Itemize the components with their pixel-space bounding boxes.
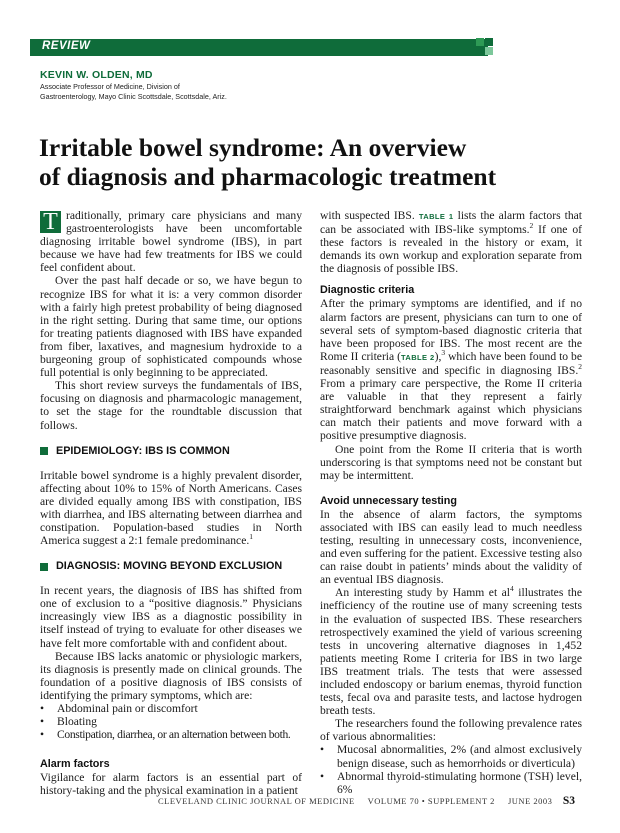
footer-date: JUNE 2003 <box>507 796 553 806</box>
subheading-diagnostic-criteria: Diagnostic criteria <box>320 284 415 297</box>
author-affiliation <box>40 82 280 101</box>
citation: 2 <box>529 221 534 231</box>
section-square-icon <box>40 447 48 455</box>
drop-cap: T <box>40 211 61 233</box>
table-1-link[interactable]: TABLE 1 <box>418 212 454 221</box>
article-title <box>39 134 579 191</box>
affiliation-line-2: Gastroenterology, Mayo Clinic Scottsdale, Scottsdale, Ariz. <box>40 91 227 101</box>
list-item: • Bloating <box>40 715 302 728</box>
journal-mark-icon <box>476 38 494 56</box>
left-column <box>40 209 302 797</box>
title-line-2: of diagnosis and pharmacologic treatment <box>39 161 497 191</box>
epidemiology-paragraph: Irritable bowel syndrome is a highly prevalent disorder, affecting about 10% to 15% of North Americans. Cases are divided equally among IBS with constipation, IBS with diarrhea, and IBS alternating between diarrhea and constipation. Population-based studies in North America suggest a 2:1 female predominance.$^1$ <box>40 468 302 548</box>
section-heading-epidemiology: EPIDEMIOLOGY: IBS IS COMMON <box>40 445 302 458</box>
list-item: • Abdominal pain or discomfort <box>40 702 302 715</box>
section-square-icon <box>40 563 48 571</box>
prevalence-paragraph: The researchers found the following prevalence rates of various abnormalities: <box>320 717 582 744</box>
subheading-alarm-factors: Alarm factors <box>40 758 110 771</box>
author-name: KEVIN W. OLDEN, MD <box>40 69 153 81</box>
affiliation-line-1: Associate Professor of Medicine, Division of <box>40 82 180 91</box>
alarm-factors-continued: with suspected IBS. TABLE 1 lists the alarm factors that can be associated with IBS-like symptoms.$^2$ If one of these factors is revealed in the history or exam, it demands its own workup and exploration separate from the diagnosis of possible IBS. <box>320 209 583 276</box>
right-column <box>320 209 582 796</box>
hamm-study-paragraph: An interesting study by Hamm et $al^4$ illustrates the inefficiency of the routine use of many screening tests in the evaluation of suspected IBS. These researchers retrospectively examined the yield of various screening tests in uncovering alternative diagnoses in 1,452 patients meeting Rome I criteria for IBS in two large IBS treatment trials. The tests that were assessed included endoscopy or barium enemas, thyroid function tests, fecal ova and parasite tests, and lactose hydrogen breath tests. <box>320 584 582 718</box>
footer-journal: CLEVELAND CLINIC JOURNAL OF MEDICINE <box>158 796 355 806</box>
alarm-factors-paragraph: Vigilance for alarm factors is an essential part of history-taking and the physical examination in a patient <box>40 771 302 798</box>
citation: 3 <box>441 347 446 357</box>
footer-volume: VOLUME 70 • SUPPLEMENT 2 <box>367 796 495 806</box>
section-label: REVIEW <box>42 40 91 52</box>
citation: 1 <box>249 532 253 542</box>
diagnostic-criteria-paragraph: After the primary symptoms are identified, and if no alarm factors are present, physicians can turn to one of several sets of symptom-based diagnostic criteria that have been proposed for IBS. The most recent are the Rome II criteria (TABLE 2),$^3$ which have been found to be reasonably sensitive and specific in diagnosing IBS.$^2$ From a primary care perspective, the Rome II criteria are valuable in that they represent a fairly straightforward benchmark against which physicians can match their patients and move forward with a positive presumptive diagnosis. <box>320 297 583 443</box>
table-2-link[interactable]: TABLE 2 <box>401 352 435 362</box>
list-item: • Constipation, diarrhea, or an alternation between both. <box>40 728 302 741</box>
intro-paragraph-2: Over the past half decade or so, we have begun to recognize IBS for what it is: a very common disorder with a fairly high pretest probability of being diagnosed in the right setting. During that same time, our options for treating patients diagnosed with IBS have expanded from fiber, laxatives, and magnesium hydroxide to a burgeoning group of sophisticated compounds whose full potential is only beginning to be appreciated. <box>40 274 302 380</box>
title-line-1: Irritable bowel syndrome: An overview <box>39 133 467 162</box>
intro-paragraph-3: This short review surveys the fundamentals of IBS, focusing on diagnosis and pharmacologic management, to set the stage for the roundtable discussion that follows. <box>40 379 302 432</box>
page-number: S3 <box>562 795 576 807</box>
page-footer <box>158 795 586 807</box>
symptom-list <box>40 702 302 741</box>
rome-ii-paragraph: One point from the Rome II criteria that is worth underscoring is that symptoms need not be constant but may be intermittent. <box>320 442 582 482</box>
section-heading-diagnosis: DIAGNOSIS: MOVING BEYOND EXCLUSION <box>40 560 302 573</box>
subheading-avoid-testing: Avoid unnecessary testing <box>320 494 458 507</box>
section-banner <box>30 39 488 56</box>
list-item: • Abnormal thyroid-stimulating hormone (TSH) level, 6% <box>320 770 582 796</box>
intro-paragraph: T raditionally, primary care physicians and many gastroenterologists have been uncomfortable diagnosing irritable bowel syndrome (IBS), in part because we have had few treatments for IBS we could feel confident about. <box>40 209 302 275</box>
findings-list <box>320 743 582 795</box>
citation: 2 <box>578 362 582 372</box>
avoid-testing-paragraph: In the absence of alarm factors, the symptoms associated with IBS can easily lead to much needless testing, resulting in unnecessary costs, inconvenience, and even suffering for the patient. Excessive testing also can raise doubt in patients’ minds about the validity of an eventual IBS diagnosis. <box>320 507 582 587</box>
diagnosis-paragraph-1: In recent years, the diagnosis of IBS has shifted from one of exclusion to a “positive diagnosis.” Physicians increasingly view IBS as a diagnostic possibility in itself instead of trying to evaluate for other diseases we have felt more comfortable with and confident about. <box>40 584 302 650</box>
list-item: • Mucosal abnormalities, 2% (and almost exclusively benign disease, such as hemorrhoids or diverticula) <box>320 743 582 769</box>
citation: 4 <box>510 584 514 594</box>
diagnosis-paragraph-2: Because IBS lacks anatomic or physiologic markers, its diagnosis is presently made on clinical grounds. The foundation of a positive diagnosis of IBS consists of identifying the primary symptoms, which are: <box>40 649 302 702</box>
